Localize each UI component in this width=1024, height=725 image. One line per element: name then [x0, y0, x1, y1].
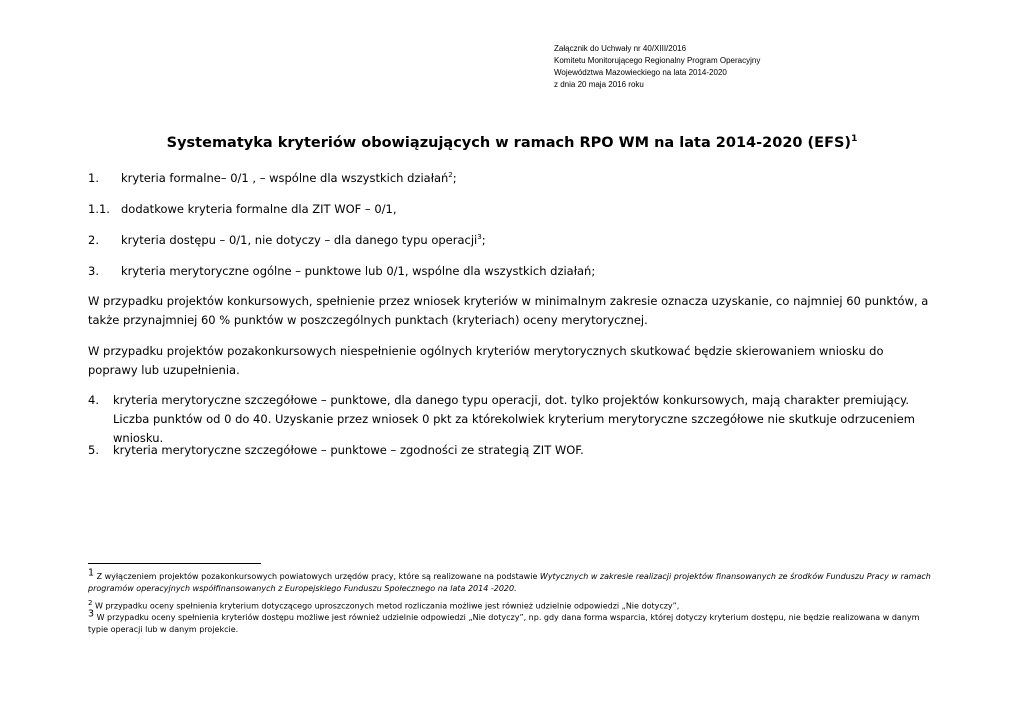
list-item-tail: ; — [452, 171, 457, 185]
paragraph: W przypadku projektów konkursowych, spełnienie przez wniosek kryteriów w minimalnym zakresie oznacza uzyskanie, co najmniej 60 punktów, a także przynajmniej 60 % punktów w poszczególnych punktach (kryteriach) oceny merytorycznej. — [88, 294, 929, 327]
list-item-number: 4. — [88, 393, 99, 407]
list-item — [88, 391, 928, 448]
list-item-number: 1.1. — [88, 202, 110, 216]
footnote-ref: 3 — [477, 233, 482, 242]
footnote-text: W przypadku oceny spełnienia kryterium dotyczącego uproszczonych metod rozliczania możliwe jest również udzielnie odpowiedzi „Nie dotyczy”, — [92, 601, 680, 611]
footnote-ref: 2 — [448, 171, 453, 180]
annex-line: Załącznik do Uchwały nr 40/XIII/2016 — [554, 44, 687, 53]
footnote-text: W przypadku oceny spełnienia kryteriów dostępu możliwe jest również udzielnie odpowiedzi „Nie dotyczy”, np. gdy dana forma wsparcia, której dotyczy kryterium dostępu, nie będzie realizowana w danym typie operacji lub w danym projekcie. — [88, 613, 920, 634]
list-item-text: dodatkowe kryteria formalne dla ZIT WOF – 0/1, — [121, 202, 397, 216]
list-item-number: 3. — [88, 264, 99, 278]
footnote-text: Z wyłączeniem projektów pozakonkursowych powiatowych urzędów pracy, które są realizowane na podstawie — [94, 572, 540, 581]
footnote-italic-text: Wytycznych w zakresie realizacji projektów finansowanych ze środków Funduszu Pracy w ramach programów operacyjnych współfinansowanych z Europejskiego Funduszu Społecznego na lata 2014 -2020. — [88, 572, 931, 593]
footnote-number: 1 — [88, 567, 95, 579]
footnote — [88, 567, 938, 595]
list-item — [88, 202, 948, 216]
list-item-text: kryteria formalne– 0/1 , – wspólne dla wszystkich działań — [121, 171, 449, 185]
annex-line: Województwa Mazowieckiego na lata 2014-2020 — [554, 68, 727, 77]
annex-line: Komitetu Monitorującego Regionalny Program Operacyjny — [554, 56, 761, 65]
title-text: Systematyka kryteriów obowiązujących w ramach RPO WM na lata 2014-2020 (EFS) — [166, 134, 852, 151]
paragraph: W przypadku projektów pozakonkursowych niespełnienie ogólnych kryteriów merytorycznych skutkować będzie skierowaniem wniosku do poprawy lub uzupełnienia. — [88, 344, 884, 377]
footnote-separator — [88, 563, 261, 564]
list-item — [88, 443, 948, 457]
list-item-text: kryteria merytoryczne ogólne – punktowe lub 0/1, wspólne dla wszystkich działań; — [121, 264, 596, 278]
list-item-number: 2. — [88, 233, 99, 247]
footnote-number: 2 — [88, 599, 93, 607]
list-item — [88, 233, 948, 247]
list-item-tail: ; — [481, 233, 486, 247]
title-footnote-ref: 1 — [851, 134, 858, 144]
list-item — [88, 171, 948, 185]
document-title — [0, 134, 1024, 151]
list-item-number: 1. — [88, 171, 99, 185]
list-item-text: kryteria merytoryczne szczegółowe – punktowe – zgodności ze strategią ZIT WOF. — [113, 443, 584, 457]
footnote-number: 3 — [88, 608, 95, 620]
list-item-text: kryteria dostępu – 0/1, nie dotyczy – dla danego typu operacji — [121, 233, 478, 247]
footnote — [88, 597, 938, 613]
annex-header — [554, 43, 994, 91]
annex-line: z dnia 20 maja 2016 roku — [554, 80, 644, 89]
footnote — [88, 608, 938, 636]
list-item-text: kryteria merytoryczne szczegółowe – punktowe, dla danego typu operacji, dot. tylko projektów konkursowych, mają charakter premiujący. Liczba punktów od 0 do 40. Uzyskanie przez wniosek 0 pkt za którekolwiek kryterium merytoryczne szczegółowe nie skutkuje odrzuceniem wniosku. — [113, 393, 915, 445]
list-item-number: 5. — [88, 443, 99, 457]
list-item — [88, 264, 948, 278]
